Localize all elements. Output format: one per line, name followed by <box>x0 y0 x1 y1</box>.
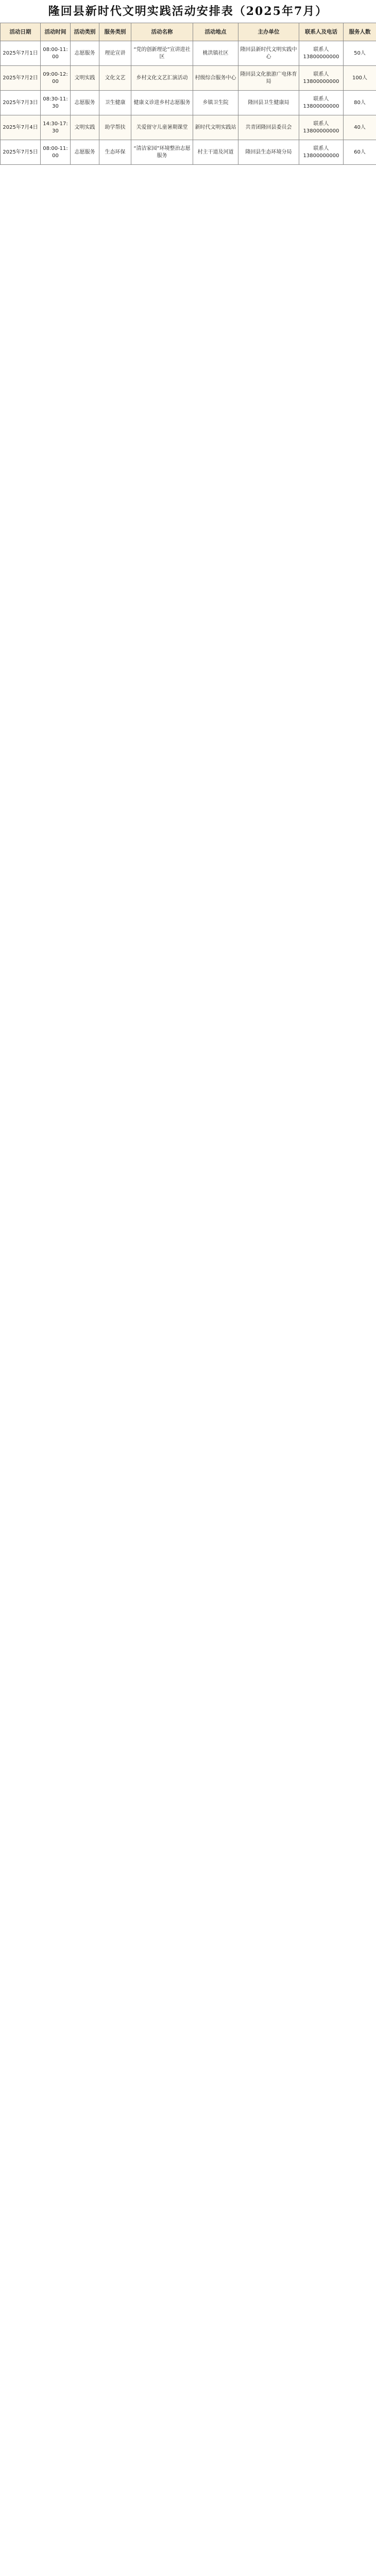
header-time: 活动时间 <box>41 23 71 41</box>
cell-date: 2025年7月1日 <box>1 41 41 66</box>
table-row <box>1 66 376 91</box>
table-row <box>1 140 376 165</box>
page-title: 隆回县新时代文明实践活动安排表（2025年7月） <box>48 5 328 18</box>
cell-time: 08:00-11:00 <box>41 41 71 66</box>
cell-contact: 联系人 13800000000 <box>299 66 344 91</box>
table-body <box>1 41 376 165</box>
cell-category: 文化文艺 <box>99 66 131 91</box>
cell-place: 村主干道及河道 <box>193 140 238 165</box>
cell-date: 2025年7月3日 <box>1 91 41 115</box>
header-organizer: 主办单位 <box>238 23 299 41</box>
cell-organizer: 隆回县文化旅游广电体育局 <box>238 66 299 91</box>
header-place: 活动地点 <box>193 23 238 41</box>
cell-type: 志愿服务 <box>71 140 99 165</box>
cell-count: 50人 <box>344 41 376 66</box>
cell-count: 40人 <box>344 115 376 140</box>
cell-category: 卫生健康 <box>99 91 131 115</box>
cell-type: 志愿服务 <box>71 41 99 66</box>
cell-count: 60人 <box>344 140 376 165</box>
cell-date: 2025年7月4日 <box>1 115 41 140</box>
cell-category: 助学帮扶 <box>99 115 131 140</box>
cell-type: 志愿服务 <box>71 91 99 115</box>
cell-place: 新时代文明实践站 <box>193 115 238 140</box>
header-contact: 联系人及电话 <box>299 23 344 41</box>
cell-organizer: 隆回县生态环境分局 <box>238 140 299 165</box>
cell-time: 14:30-17:30 <box>41 115 71 140</box>
cell-count: 80人 <box>344 91 376 115</box>
cell-place: 桃洪镇社区 <box>193 41 238 66</box>
cell-organizer: 共青团隆回县委员会 <box>238 115 299 140</box>
cell-category: 生态环保 <box>99 140 131 165</box>
cell-type: 文明实践 <box>71 115 99 140</box>
cell-contact: 联系人 13800000000 <box>299 91 344 115</box>
cell-date: 2025年7月5日 <box>1 140 41 165</box>
table-row <box>1 91 376 115</box>
cell-place: 村级综合服务中心 <box>193 66 238 91</box>
schedule-page <box>0 0 376 165</box>
table-row <box>1 41 376 66</box>
header-type: 活动类别 <box>71 23 99 41</box>
activity-schedule-table <box>0 23 376 165</box>
cell-place: 乡镇卫生院 <box>193 91 238 115</box>
cell-activity-name: 健康义诊进乡村志愿服务 <box>131 91 193 115</box>
cell-contact: 联系人 13800000000 <box>299 115 344 140</box>
cell-time: 09:00-12:00 <box>41 66 71 91</box>
cell-contact: 联系人 13800000000 <box>299 140 344 165</box>
cell-time: 08:30-11:30 <box>41 91 71 115</box>
table-row <box>1 115 376 140</box>
table-header-row <box>1 23 376 41</box>
header-category: 服务类别 <box>99 23 131 41</box>
header-name: 活动名称 <box>131 23 193 41</box>
cell-type: 文明实践 <box>71 66 99 91</box>
cell-category: 理论宣讲 <box>99 41 131 66</box>
cell-organizer: 隆回县新时代文明实践中心 <box>238 41 299 66</box>
cell-activity-name: “党的创新理论”宣讲进社区 <box>131 41 193 66</box>
header-date: 活动日期 <box>1 23 41 41</box>
header-count: 服务人数 <box>344 23 376 41</box>
cell-activity-name: “清洁家园”环境整治志愿服务 <box>131 140 193 165</box>
cell-contact: 联系人 13800000000 <box>299 41 344 66</box>
cell-activity-name: 乡村文化文艺汇演活动 <box>131 66 193 91</box>
cell-date: 2025年7月2日 <box>1 66 41 91</box>
cell-organizer: 隆回县卫生健康局 <box>238 91 299 115</box>
cell-activity-name: 关爱留守儿童暑期课堂 <box>131 115 193 140</box>
cell-time: 08:00-11:00 <box>41 140 71 165</box>
cell-count: 100人 <box>344 66 376 91</box>
